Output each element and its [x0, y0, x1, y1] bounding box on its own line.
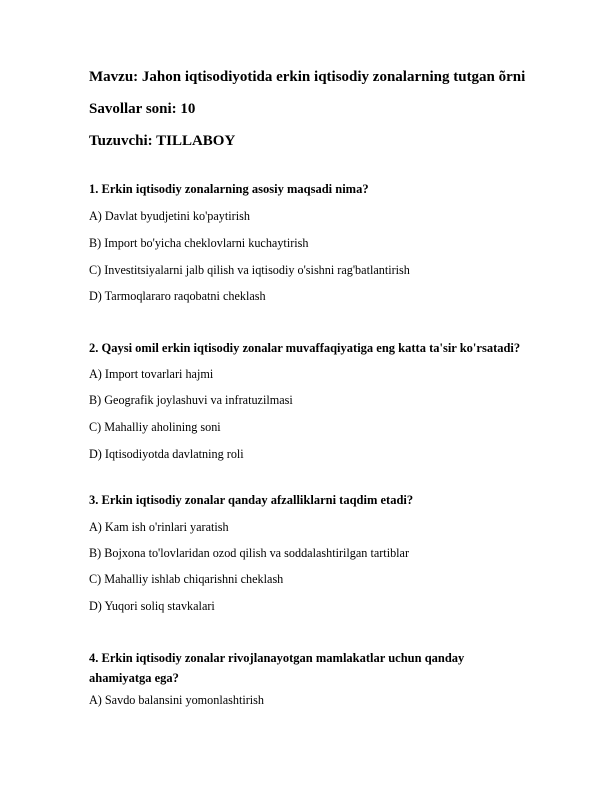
q3-option-b: B) Bojxona to'lovlaridan ozod qilish va soddalashtirilgan tartiblar	[89, 546, 410, 560]
q2-option-c: C) Mahalliy aholining soni	[89, 420, 221, 434]
q4-option-a: A) Savdo balansini yomonlashtirish	[89, 693, 265, 707]
q2-option-d: D) Iqtisodiyotda davlatning roli	[89, 447, 244, 461]
q1-option-c: C) Investitsiyalarni jalb qilish va iqtisodiy o'sishni rag'batlantirish	[89, 263, 410, 277]
q1-option-a: A) Davlat byudjetini ko'paytirish	[89, 209, 250, 223]
question-1: 1. Erkin iqtisodiy zonalarning asosiy maqsadi nima?	[89, 182, 369, 196]
question-2: 2. Qaysi omil erkin iqtisodiy zonalar muvaffaqiyatiga eng katta ta'sir ko'rsatadi?	[89, 341, 521, 355]
question-3: 3. Erkin iqtisodiy zonalar qanday afzalliklarni taqdim etadi?	[89, 493, 414, 507]
q2-option-b: B) Geografik joylashuvi va infratuzilmasi	[89, 393, 293, 407]
topic-heading: Mavzu: Jahon iqtisodiyotida erkin iqtisodiy zonalarning tutgan õrni	[89, 69, 526, 85]
q1-option-b: B) Import bo'yicha cheklovlarni kuchaytirish	[89, 236, 309, 250]
q3-option-a: A) Kam ish o'rinlari yaratish	[89, 520, 229, 534]
q3-option-c: C) Mahalliy ishlab chiqarishni cheklash	[89, 572, 284, 586]
question-4: 4. Erkin iqtisodiy zonalar rivojlanayotgan mamlakatlar uchun qanday ahamiyatga ega?	[89, 651, 465, 685]
question-count: Savollar soni: 10	[89, 101, 196, 117]
q1-option-d: D) Tarmoqlararo raqobatni cheklash	[89, 289, 266, 303]
q2-option-a: A) Import tovarlari hajmi	[89, 367, 214, 381]
q3-option-d: D) Yuqori soliq stavkalari	[89, 599, 215, 613]
author: Tuzuvchi: TILLABOY	[89, 133, 236, 149]
